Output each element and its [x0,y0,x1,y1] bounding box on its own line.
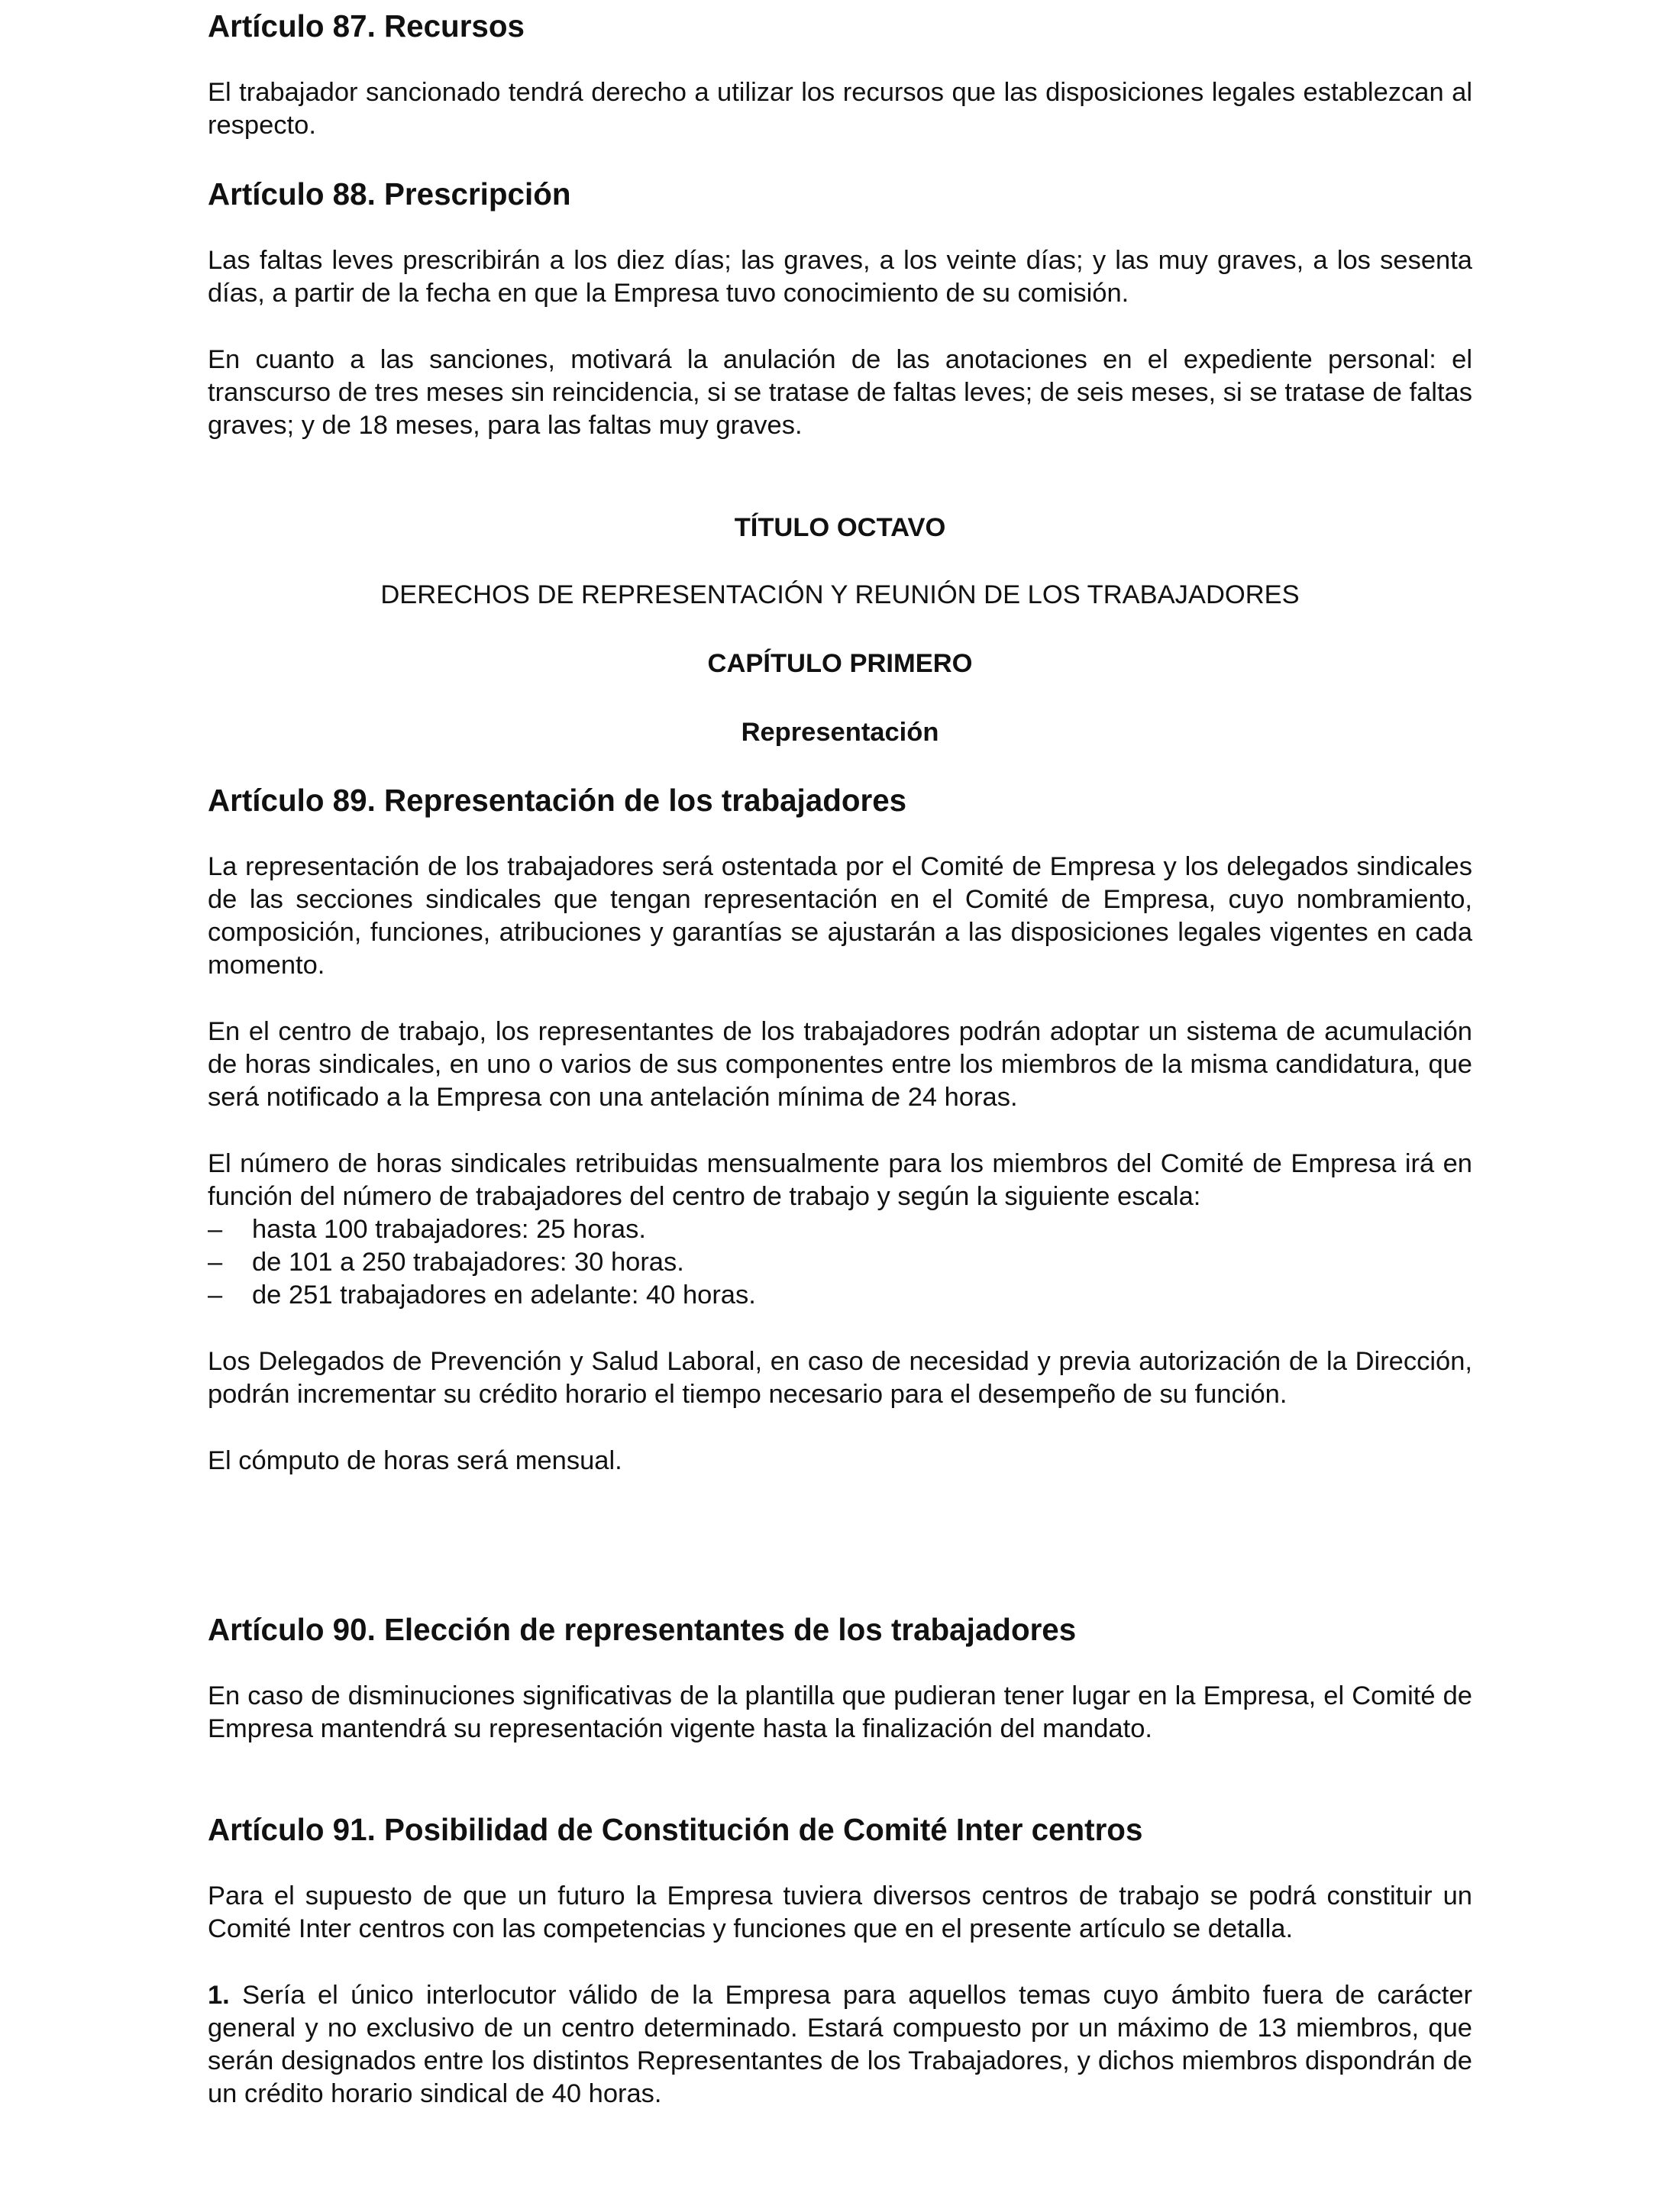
article-87-title: Artículo 87. Recursos [208,8,525,44]
article-87-paragraph-1: El trabajador sancionado tendrá derecho a utilizar los recursos que las disposiciones legales establezcan al respecto. [208,78,1472,140]
dash-bullet: – [208,1281,223,1310]
article-88 [208,178,1472,442]
article-89-paragraph-1: La representación de los trabajadores será ostentada por el Comité de Empresa y los delegados sindicales de las secciones sindicales que tengan representación en el Comité de Empresa, cuyo nombramiento, composición, funciones, atribuciones y garantías se ajustarán a las disposiciones legales vigentes en cada momento. [208,852,1472,980]
article-88-paragraph-2: En cuanto a las sanciones, motivará la anulación de las anotaciones en el expediente personal: el transcurso de tres meses sin reincidencia, si se tratase de faltas leves; de seis meses, si se tratase de faltas graves; y de 18 meses, para las faltas muy graves. [208,345,1472,440]
item-number: 1. [208,1981,230,2010]
hours-scale-list [208,1213,1472,1312]
dash-bullet: – [208,1215,223,1244]
article-89-paragraph-5: El cómputo de horas será mensual. [208,1446,622,1475]
title-octavo-block [208,512,1472,544]
article-88-title: Artículo 88. Prescripción [208,176,571,212]
article-91-paragraph-1: Para el supuesto de que un futuro la Empresa tuviera diversos centros de trabajo se podrá constituir un Comité Inter centros con las competencias y funciones que en el presente artículo se detalla. [208,1881,1472,1943]
article-89-paragraph-4: Los Delegados de Prevención y Salud Laboral, en caso de necesidad y previa autorización de la Dirección, podrán incrementar su crédito horario el tiempo necesario para el desempeño de su función. [208,1347,1472,1409]
list-item-text: de 101 a 250 trabajadores: 30 horas. [252,1248,684,1277]
article-91-title: Artículo 91. Posibilidad de Constitución de Comité Inter centros [208,1812,1143,1847]
dash-bullet: – [208,1248,223,1277]
article-88-paragraph-1: Las faltas leves prescribirán a los diez días; las graves, a los veinte días; y las muy graves, a los sesenta días, a partir de la fecha en que la Empresa tuvo conocimiento de su comisión. [208,246,1472,308]
list-item [208,1213,1472,1246]
section-heading: Representación [741,718,939,747]
list-item-text: hasta 100 trabajadores: 25 horas. [252,1215,646,1244]
title-subheading: DERECHOS DE REPRESENTACIÓN Y REUNIÓN DE LOS TRABAJADORES [380,580,1300,609]
list-item-text: de 251 trabajadores en adelante: 40 horas. [252,1281,756,1310]
article-89-paragraph-3: El número de horas sindicales retribuidas mensualmente para los miembros del Comité de Empresa irá en función del número de trabajadores del centro de trabajo y según la siguiente escala: [208,1149,1472,1211]
list-item [208,1279,1472,1312]
article-90 [208,1613,1472,1746]
article-87 [208,10,1472,142]
chapter-heading: CAPÍTULO PRIMERO [707,649,973,678]
item-text: Sería el único interlocutor válido de la Empresa para aquellos temas cuyo ámbito fuera de carácter general y no exclusivo de un centro determinado. Estará compuesto por un máximo de 13 miembros, que serán designados entre los distintos Representantes de los Trabajadores, y dichos miembros dispondrán de un crédito horario sindical de 40 horas. [208,1981,1472,2108]
article-89 [208,784,1472,1478]
article-91 [208,1814,1472,2111]
article-89-title: Artículo 89. Representación de los trabajadores [208,783,907,818]
article-90-paragraph-1: En caso de disminuciones significativas de la plantilla que pudieran tener lugar en la Empresa, el Comité de Empresa mantendrá su representación vigente hasta la finalización del mandato. [208,1681,1472,1743]
article-89-paragraph-2: En el centro de trabajo, los representantes de los trabajadores podrán adoptar un sistema de acumulación de horas sindicales, en uno o varios de sus componentes entre los miembros de la misma candidatura, que será notificado a la Empresa con una antelación mínima de 24 horas. [208,1017,1472,1112]
title-heading: TÍTULO OCTAVO [734,513,946,542]
list-item [208,1246,1472,1279]
article-91-item-1 [208,1979,1472,2111]
article-90-title: Artículo 90. Elección de representantes de los trabajadores [208,1612,1077,1647]
